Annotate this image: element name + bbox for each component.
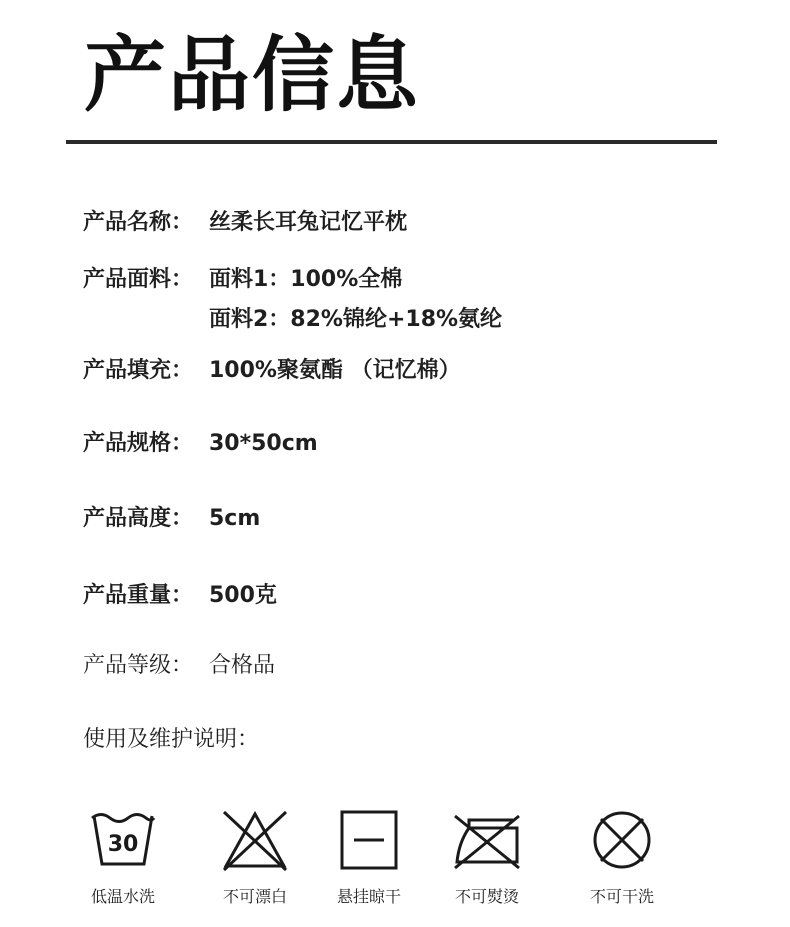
spec-label: 产品等级： [83, 653, 194, 678]
spec-row-fabric [83, 264, 403, 296]
care-item-bleach [195, 808, 315, 906]
spec-row-grade [83, 650, 276, 682]
care-heading: 使用及维护说明： [83, 727, 260, 752]
spec-label: 产品高度： [83, 506, 194, 531]
care-item-wash [63, 808, 183, 906]
spec-value: 丝柔长耳兔记忆平枕 [209, 210, 408, 235]
care-label: 不可漂白 [222, 887, 287, 906]
care-label: 不可干洗 [589, 887, 654, 906]
spec-label: 产品规格： [83, 431, 194, 456]
spec-value: 合格品 [209, 653, 276, 678]
spec-row-weight [83, 580, 277, 612]
wash-temperature: 30 [107, 832, 139, 857]
care-label: 悬挂晾干 [336, 887, 401, 906]
spec-label: 产品面料： [83, 267, 194, 292]
spec-value-fabric-1: 面料1：100%全棉 [209, 267, 403, 292]
no-bleach-icon [220, 808, 290, 872]
spec-row-height [83, 503, 261, 535]
page-title: 产品信息 [84, 28, 421, 123]
care-label: 不可熨烫 [454, 887, 519, 906]
no-dry-clean-icon [587, 808, 657, 872]
care-label: 低温水洗 [90, 887, 155, 906]
care-item-iron [427, 808, 547, 906]
spec-label: 产品名称： [83, 210, 194, 235]
spec-value: 30*50cm [209, 431, 318, 456]
spec-row-filling [83, 355, 461, 387]
no-iron-icon [451, 808, 523, 872]
care-item-dryclean [562, 808, 682, 906]
spec-label: 产品填充： [83, 358, 194, 383]
spec-label: 产品重量： [83, 583, 194, 608]
spec-row-name [83, 207, 408, 239]
line-dry-icon [334, 808, 404, 872]
spec-row-size [83, 428, 318, 460]
spec-value: 5cm [209, 506, 261, 531]
spec-value-fabric-2: 面料2：82%锦纶+18%氨纶 [209, 307, 503, 332]
spec-value: 100%聚氨酯 （记忆棉） [209, 358, 461, 383]
care-item-dry [309, 808, 429, 906]
spec-value: 500克 [209, 583, 277, 608]
title-divider [66, 140, 717, 144]
wash-30-icon [88, 808, 158, 872]
